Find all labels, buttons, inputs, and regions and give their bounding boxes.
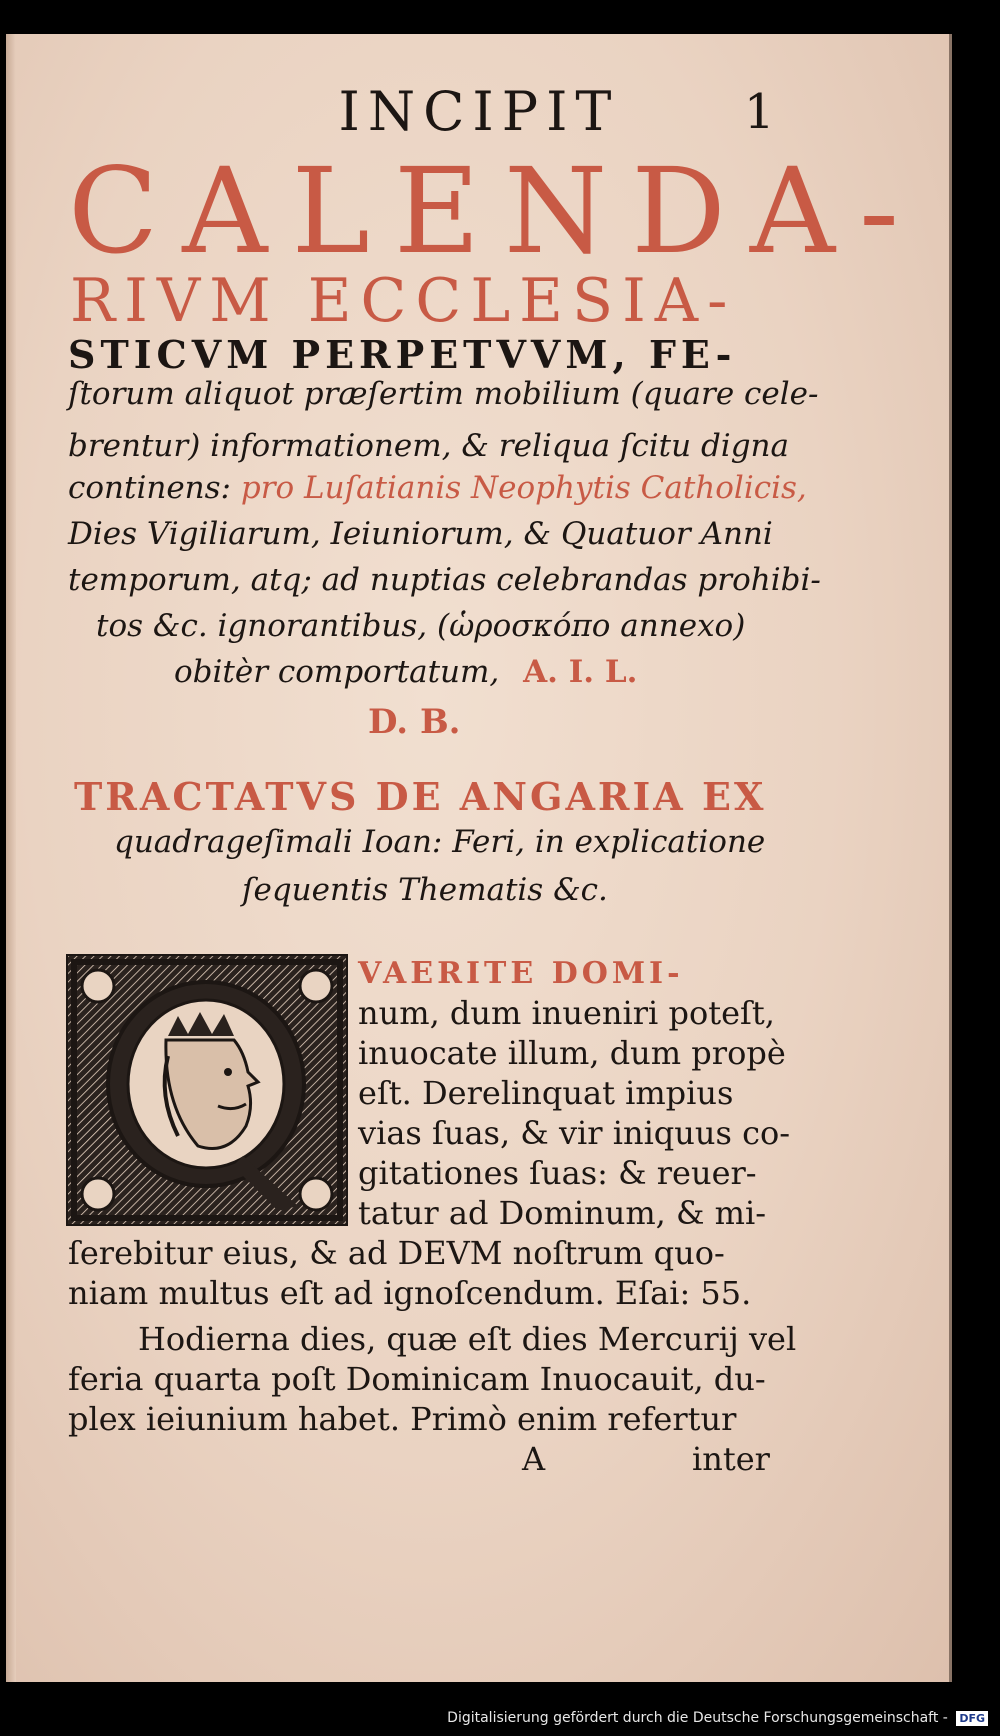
footer-text: Digitalisierung gefördert durch die Deutsche Forschungsgemeinschaft - [447, 1710, 948, 1726]
subtitle-line [68, 470, 807, 506]
body-line: inuocate illum, dum propè [358, 1034, 786, 1072]
body-line: num, dum inueniri poteſt, [358, 994, 775, 1032]
catchword: inter [692, 1440, 770, 1478]
body-line: niam multus eſt ad ignoſcendum. Eſai: 55. [68, 1274, 752, 1312]
subtitle-line: ſtorum aliquot præſertim mobilium (quare cele- [68, 376, 819, 412]
author-initials: A. I. L. [523, 654, 638, 690]
body-line: vias ſuas, & vir iniquus co- [358, 1114, 791, 1152]
subtitle-line: temporum, atq; ad nuptias celebrandas prohibi- [68, 562, 821, 598]
woodcut-illustration [68, 956, 346, 1224]
subtitle-line [174, 654, 637, 690]
body-line: eſt. Derelinquat impius [358, 1074, 734, 1112]
body-opening-caps: VAERITE DOMI- [358, 956, 684, 991]
subtitle-comportatum: obitèr comportatum, [174, 654, 500, 690]
title-sticvm: STICVM PERPETVVM, FE- [68, 332, 737, 377]
tractatus-heading: TRACTATVS DE ANGARIA EX [74, 774, 767, 819]
incipit-heading: INCIPIT [338, 80, 620, 143]
subtitle-line: tos &c. ignorantibus, (ὡροσκόπο annexo) [96, 608, 746, 644]
title-calenda: CALENDA- [68, 142, 923, 280]
body-line: ſerebitur eius, & ad DEVM noſtrum quo- [68, 1234, 725, 1272]
tractatus-line: quadrageſimali Ioan: Feri, in explicatione [114, 824, 766, 860]
subtitle-line: Dies Vigiliarum, Ieiuniorum, & Quatuor Anni [68, 516, 773, 552]
body-line: tatur ad Dominum, & mi- [358, 1194, 767, 1232]
title-rivm: RIVM ECCLESIA- [70, 266, 737, 336]
subtitle-continens: continens: [68, 470, 231, 506]
signature-mark: A [522, 1440, 546, 1478]
body-line: feria quarta poſt Dominicam Inuocauit, du- [68, 1360, 766, 1398]
author-initials-db: D. B. [368, 702, 461, 742]
body-line: plex ieiunium habet. Primò enim refertur [68, 1400, 737, 1438]
body-line: Hodierna dies, quæ eſt dies Mercurij vel [138, 1320, 797, 1358]
subtitle-rubric-lusatianis: pro Luſatianis Neophytis Catholicis, [240, 470, 807, 506]
folio-number: 1 [744, 84, 775, 140]
digitization-footer [0, 1710, 1000, 1736]
page-gutter-edge [6, 34, 16, 1682]
dfg-logo: DFG [956, 1711, 988, 1726]
woodcut-initial-q [66, 954, 348, 1226]
body-line: gitationes ſuas: & reuer- [358, 1154, 757, 1192]
book-page [6, 34, 952, 1682]
subtitle-line: brentur) informationem, & reliqua ſcitu digna [68, 428, 789, 464]
tractatus-line: ſequentis Thematis &c. [242, 872, 608, 908]
